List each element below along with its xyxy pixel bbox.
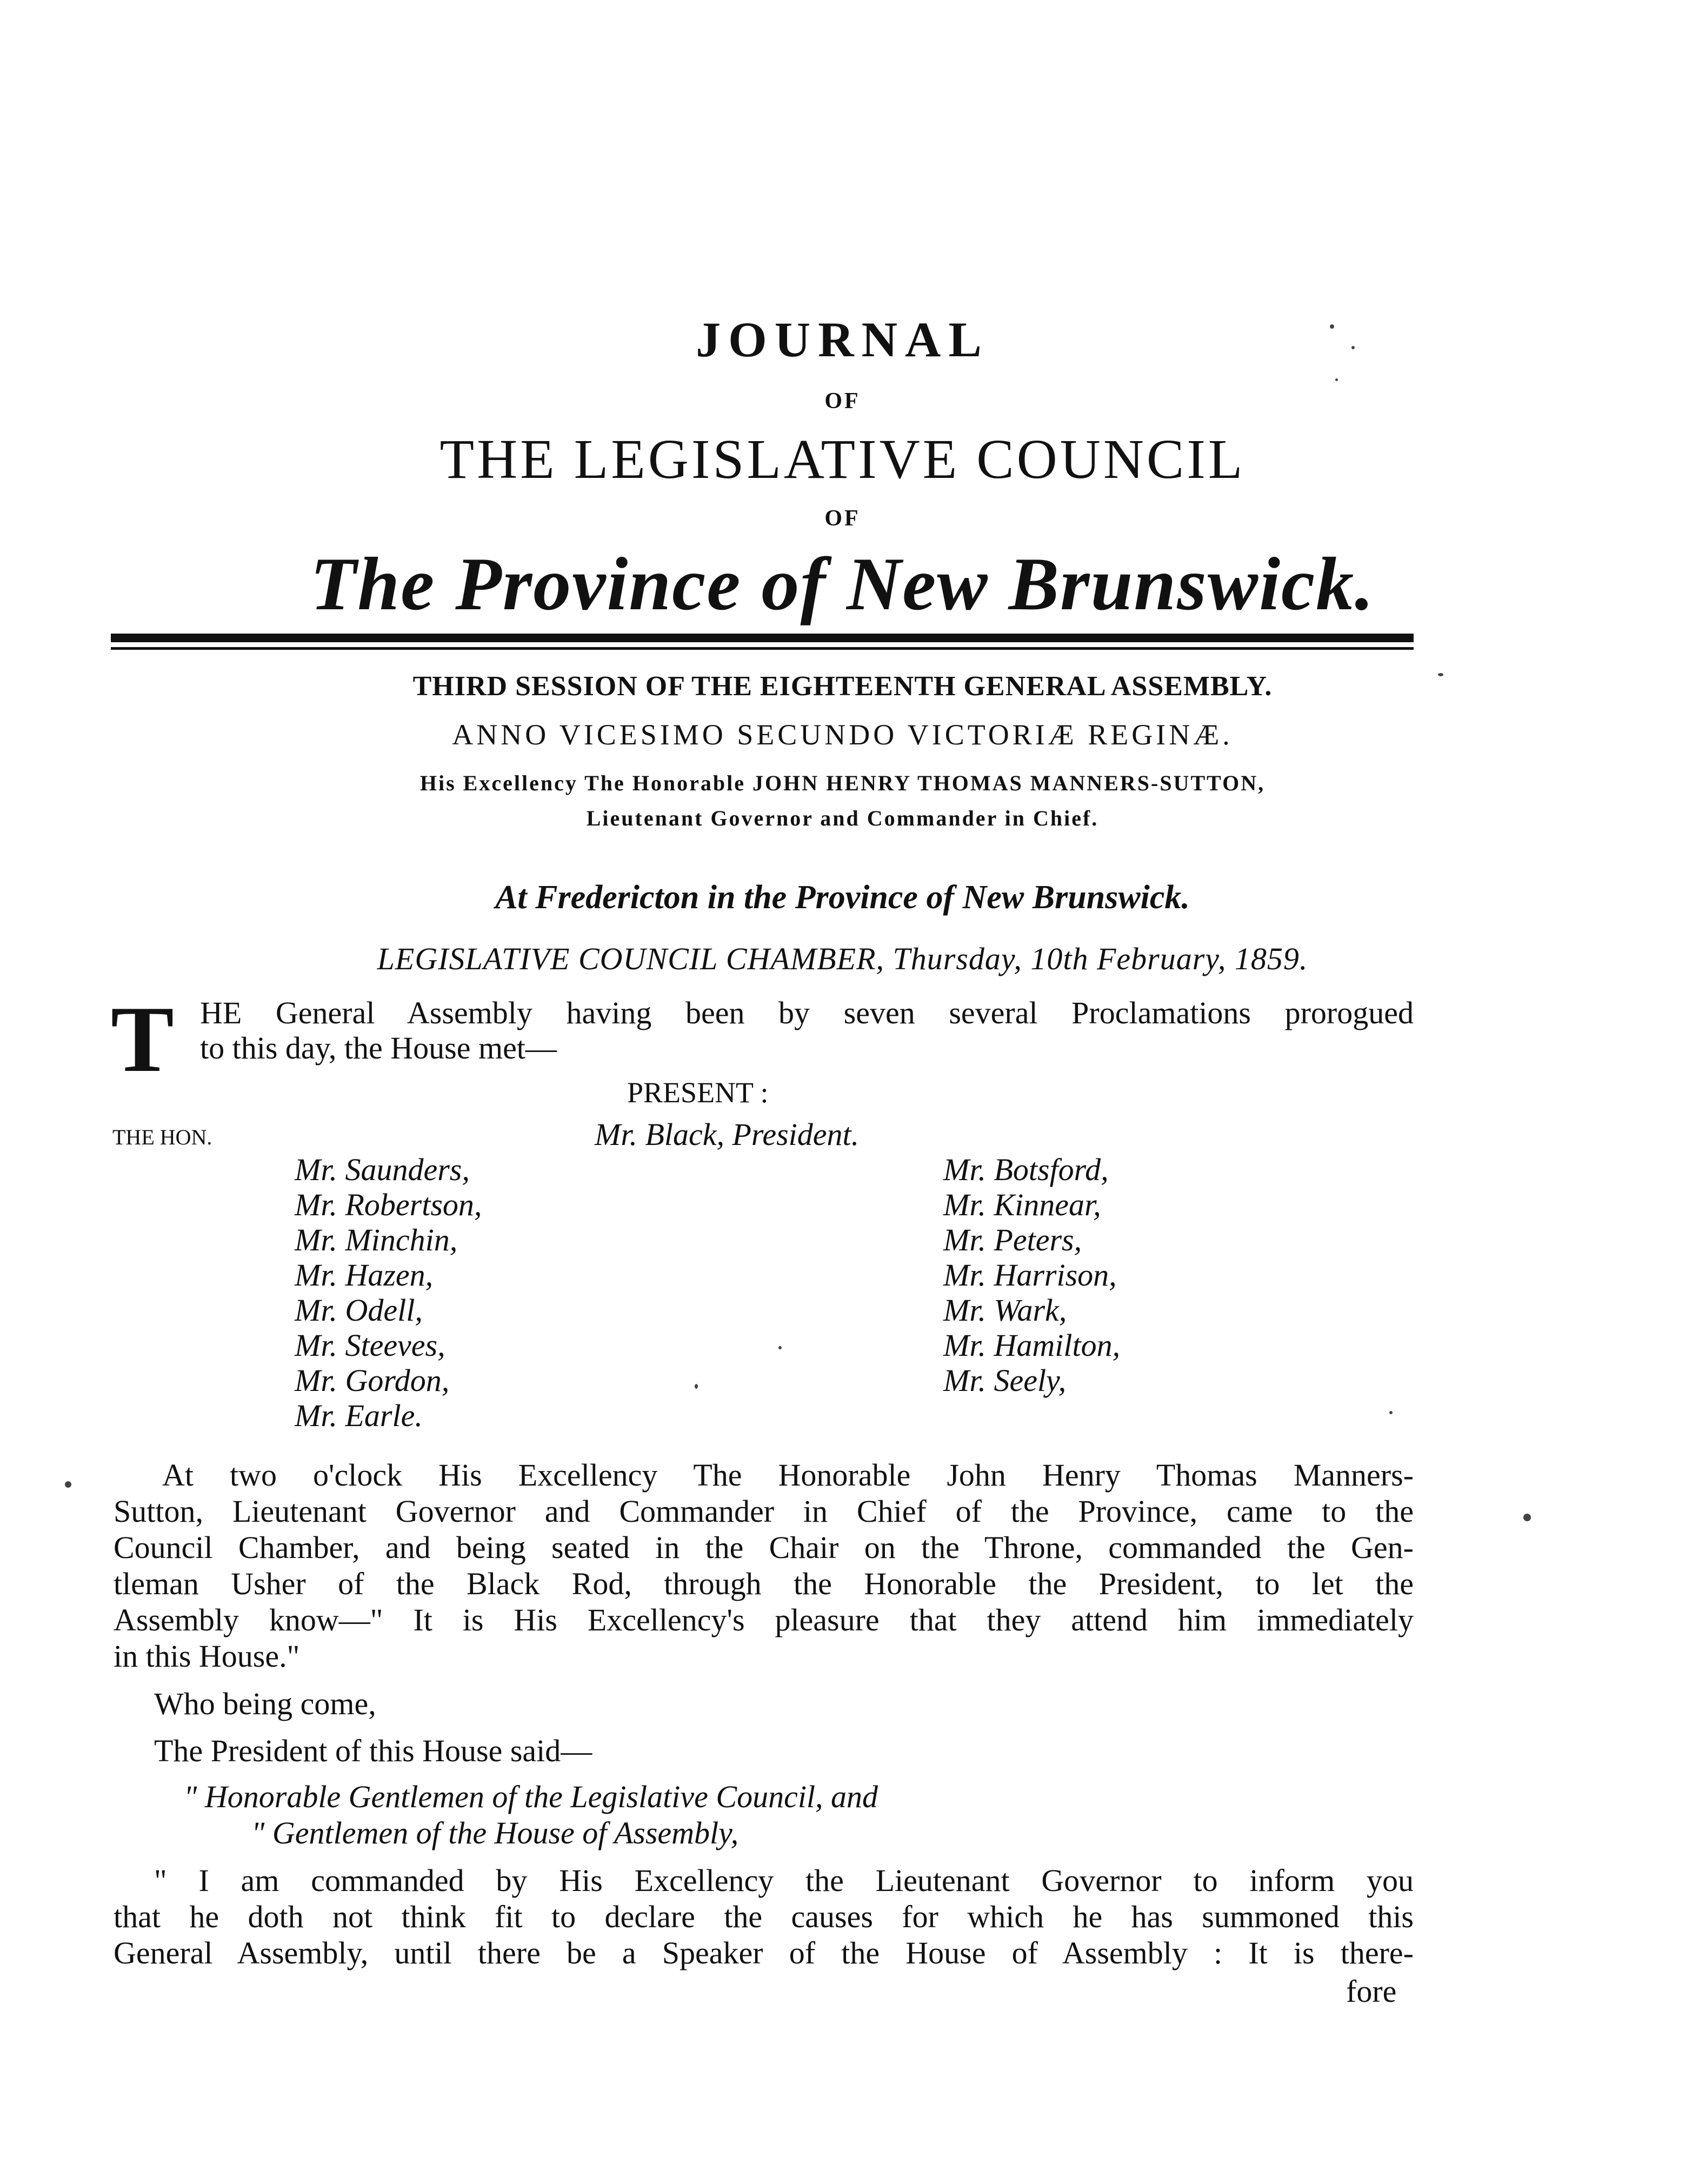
body-para-1-line-3: Council Chamber, and being seated in the Chair on the Throne, commanded the Gen-: [114, 1530, 1414, 1565]
member-right-3: Mr. Peters,: [943, 1222, 1082, 1257]
scan-speck: [778, 1346, 782, 1349]
anno-regni-line: ANNO VICESIMO SECUNDO VICTORIÆ REGINÆ.: [452, 718, 1233, 751]
member-right-5: Mr. Wark,: [943, 1293, 1067, 1328]
speech-address-1: " Honorable Gentlemen of the Legislative Council, and: [184, 1779, 878, 1814]
body-para-2-line-3: General Assembly, until there be a Speaker of the House of Assembly : It is there-: [114, 1935, 1414, 1970]
member-left-8: Mr. Earle.: [295, 1398, 423, 1433]
of-connector-2: OF: [824, 506, 861, 531]
opening-line-1: HE General Assembly having been by seven several Proclamations prorogued: [200, 995, 1414, 1030]
of-connector-1: OF: [824, 389, 861, 414]
body-para-1-line-2: Sutton, Lieutenant Governor and Commander in Chief of the Province, came to the: [114, 1494, 1414, 1529]
journal-title: JOURNAL: [696, 312, 989, 367]
scan-speck: [1389, 1411, 1393, 1414]
member-left-5: Mr. Odell,: [295, 1293, 423, 1328]
body-para-1-line-1: At two o'clock His Excellency The Honorable John Henry Thomas Manners-: [162, 1457, 1414, 1493]
governor-line: His Excellency The Honorable JOHN HENRY THOMAS MANNERS-SUTTON,: [419, 771, 1266, 795]
location-heading: At Fredericton in the Province of New Brunswick.: [495, 879, 1190, 916]
present-label: PRESENT :: [627, 1076, 769, 1109]
the-hon-label: THE HON.: [112, 1125, 212, 1149]
member-right-2: Mr. Kinnear,: [943, 1187, 1101, 1222]
body-para-2-line-2: that he doth not think fit to declare the causes for which he has summoned this: [114, 1899, 1414, 1934]
scan-speck: [1523, 1514, 1531, 1521]
scan-speck: [695, 1384, 698, 1389]
member-left-4: Mr. Hazen,: [295, 1257, 434, 1293]
body-para-1-line-4: tleman Usher of the Black Rod, through the Honorable the President, to let the: [114, 1566, 1414, 1601]
speech-address-2: " Gentlemen of the House of Assembly,: [251, 1815, 739, 1850]
member-left-3: Mr. Minchin,: [295, 1222, 458, 1257]
scan-speck: [65, 1481, 71, 1488]
scan-speck: [1351, 346, 1355, 349]
scan-speck: [1335, 378, 1338, 381]
member-right-1: Mr. Botsford,: [943, 1152, 1109, 1187]
who-being-come: Who being come,: [154, 1686, 376, 1721]
scan-speck: [1330, 324, 1334, 329]
member-left-2: Mr. Robertson,: [295, 1187, 482, 1222]
member-left-6: Mr. Steeves,: [295, 1328, 445, 1363]
governor-title-line: Lieutenant Governor and Commander in Chief.: [586, 806, 1099, 830]
session-heading: THIRD SESSION OF THE EIGHTEENTH GENERAL ASSEMBLY.: [412, 671, 1273, 702]
chamber-date-line: LEGISLATIVE COUNCIL CHAMBER, Thursday, 10th February, 1859.: [377, 941, 1308, 976]
body-para-1-line-5: Assembly know—" It is His Excellency's pleasure that they attend him immediately: [114, 1602, 1414, 1637]
drop-cap: T: [111, 987, 174, 1091]
body-para-2-line-1: " I am commanded by His Excellency the Lieutenant Governor to inform you: [154, 1863, 1414, 1898]
member-right-4: Mr. Harrison,: [943, 1257, 1117, 1293]
council-title: THE LEGISLATIVE COUNCIL: [439, 428, 1246, 490]
president-said: The President of this House said—: [154, 1733, 592, 1768]
member-left-1: Mr. Saunders,: [295, 1152, 470, 1187]
opening-line-2: to this day, the House met—: [200, 1030, 557, 1066]
catchword: fore: [1346, 1974, 1397, 2009]
member-right-7: Mr. Seely,: [943, 1363, 1067, 1398]
president-name: Mr. Black, President.: [595, 1117, 860, 1152]
member-left-7: Mr. Gordon,: [295, 1363, 450, 1398]
scan-speck: [1438, 673, 1443, 676]
body-para-1-line-6: in this House.": [114, 1639, 300, 1674]
province-title: The Province of New Brunswick.: [310, 542, 1375, 626]
double-rule-divider: [111, 634, 1414, 650]
member-right-6: Mr. Hamilton,: [943, 1328, 1121, 1363]
